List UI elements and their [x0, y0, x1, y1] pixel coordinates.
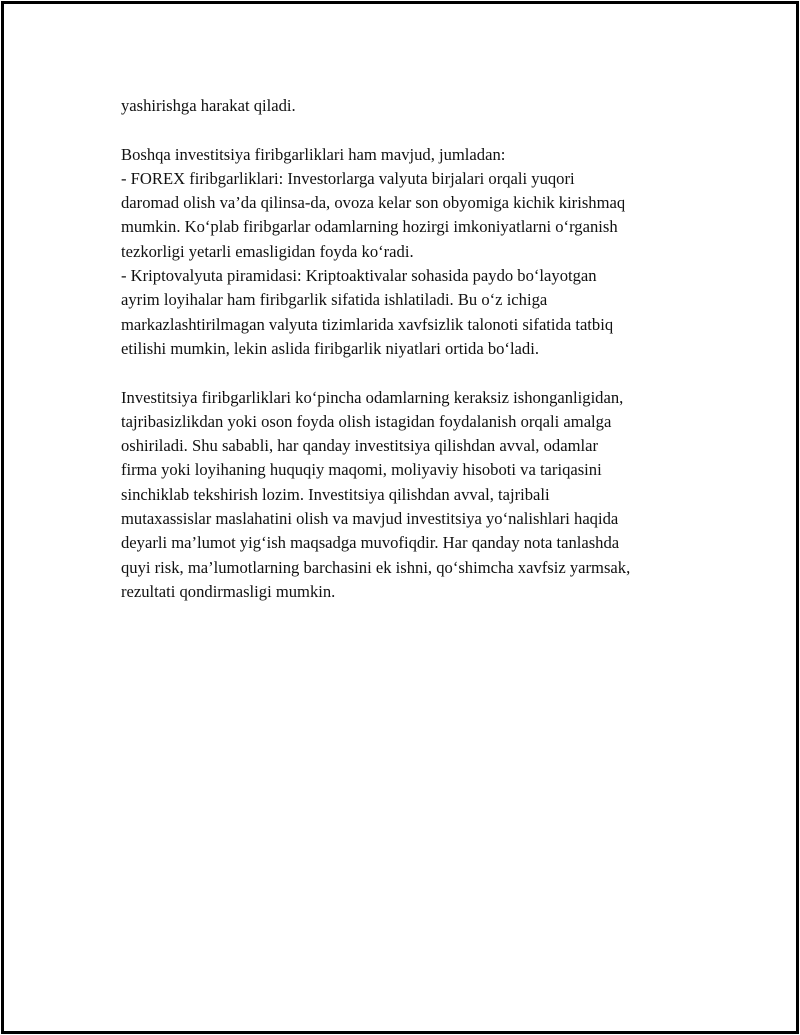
paragraph-conclusion: Investitsiya firibgarliklari ko‘pincha odamlarning keraksiz ishonganligidan, tajribasizlikdan yoki oson foyda olish istagidan foydalanish orqali amalga oshiriladi. Shu sababli, har qanday investitsiya qilishdan avval, odamlar firma yoki loyihaning huquqiy maqomi, moliyaviy hisoboti va tariqasini sinchiklab tekshirish lozim. Investitsiya qilishdan avval, tajribali mutaxassislar maslahatini olish va mavjud investitsiya yo‘nalishlari haqida deyarli ma’lumot yig‘ish maqsadga muvofiqdir. Har qanday nota tanlashda quyi risk, ma’lumotlarning barchasini ek ishni, qo‘shimcha xavfsiz yarmsak, rezultati qondirmasligi mumkin. [121, 387, 631, 601]
paragraph-gap [121, 361, 701, 385]
document-body [121, 94, 701, 604]
paragraph-continuation: yashirishga harakat qiladi. [121, 96, 296, 115]
paragraph-other-frauds: Boshqa investitsiya firibgarliklari ham mavjud, jumladan: - FOREX firibgarliklari: Investorlarga valyuta birjalari orqali yuqori daromad olish va’da qilinsa-da, ovoza kelar son obyomiga kichik kirishmaq mumkin. Ko‘plab firibgarlar odamlarning hozirgi imkoniyatlarni o‘rganish tezkorligi yetarli emasligidan foyda ko‘radi. - Kriptovalyuta piramidasi: Kriptoaktivalar sohasida paydo bo‘layotgan ayrim loyihalar ham firibgarlik sifatida ishlatiladi. Bu o‘z ichiga markazlashtirilmagan valyuta tizimlarida xavfsizlik talonoti sifatida tatbiq etilishi mumkin, lekin aslida firibgarlik niyatlari ortida bo‘ladi. [121, 144, 626, 358]
page-border [1, 1, 799, 1034]
paragraph-gap [121, 118, 701, 142]
